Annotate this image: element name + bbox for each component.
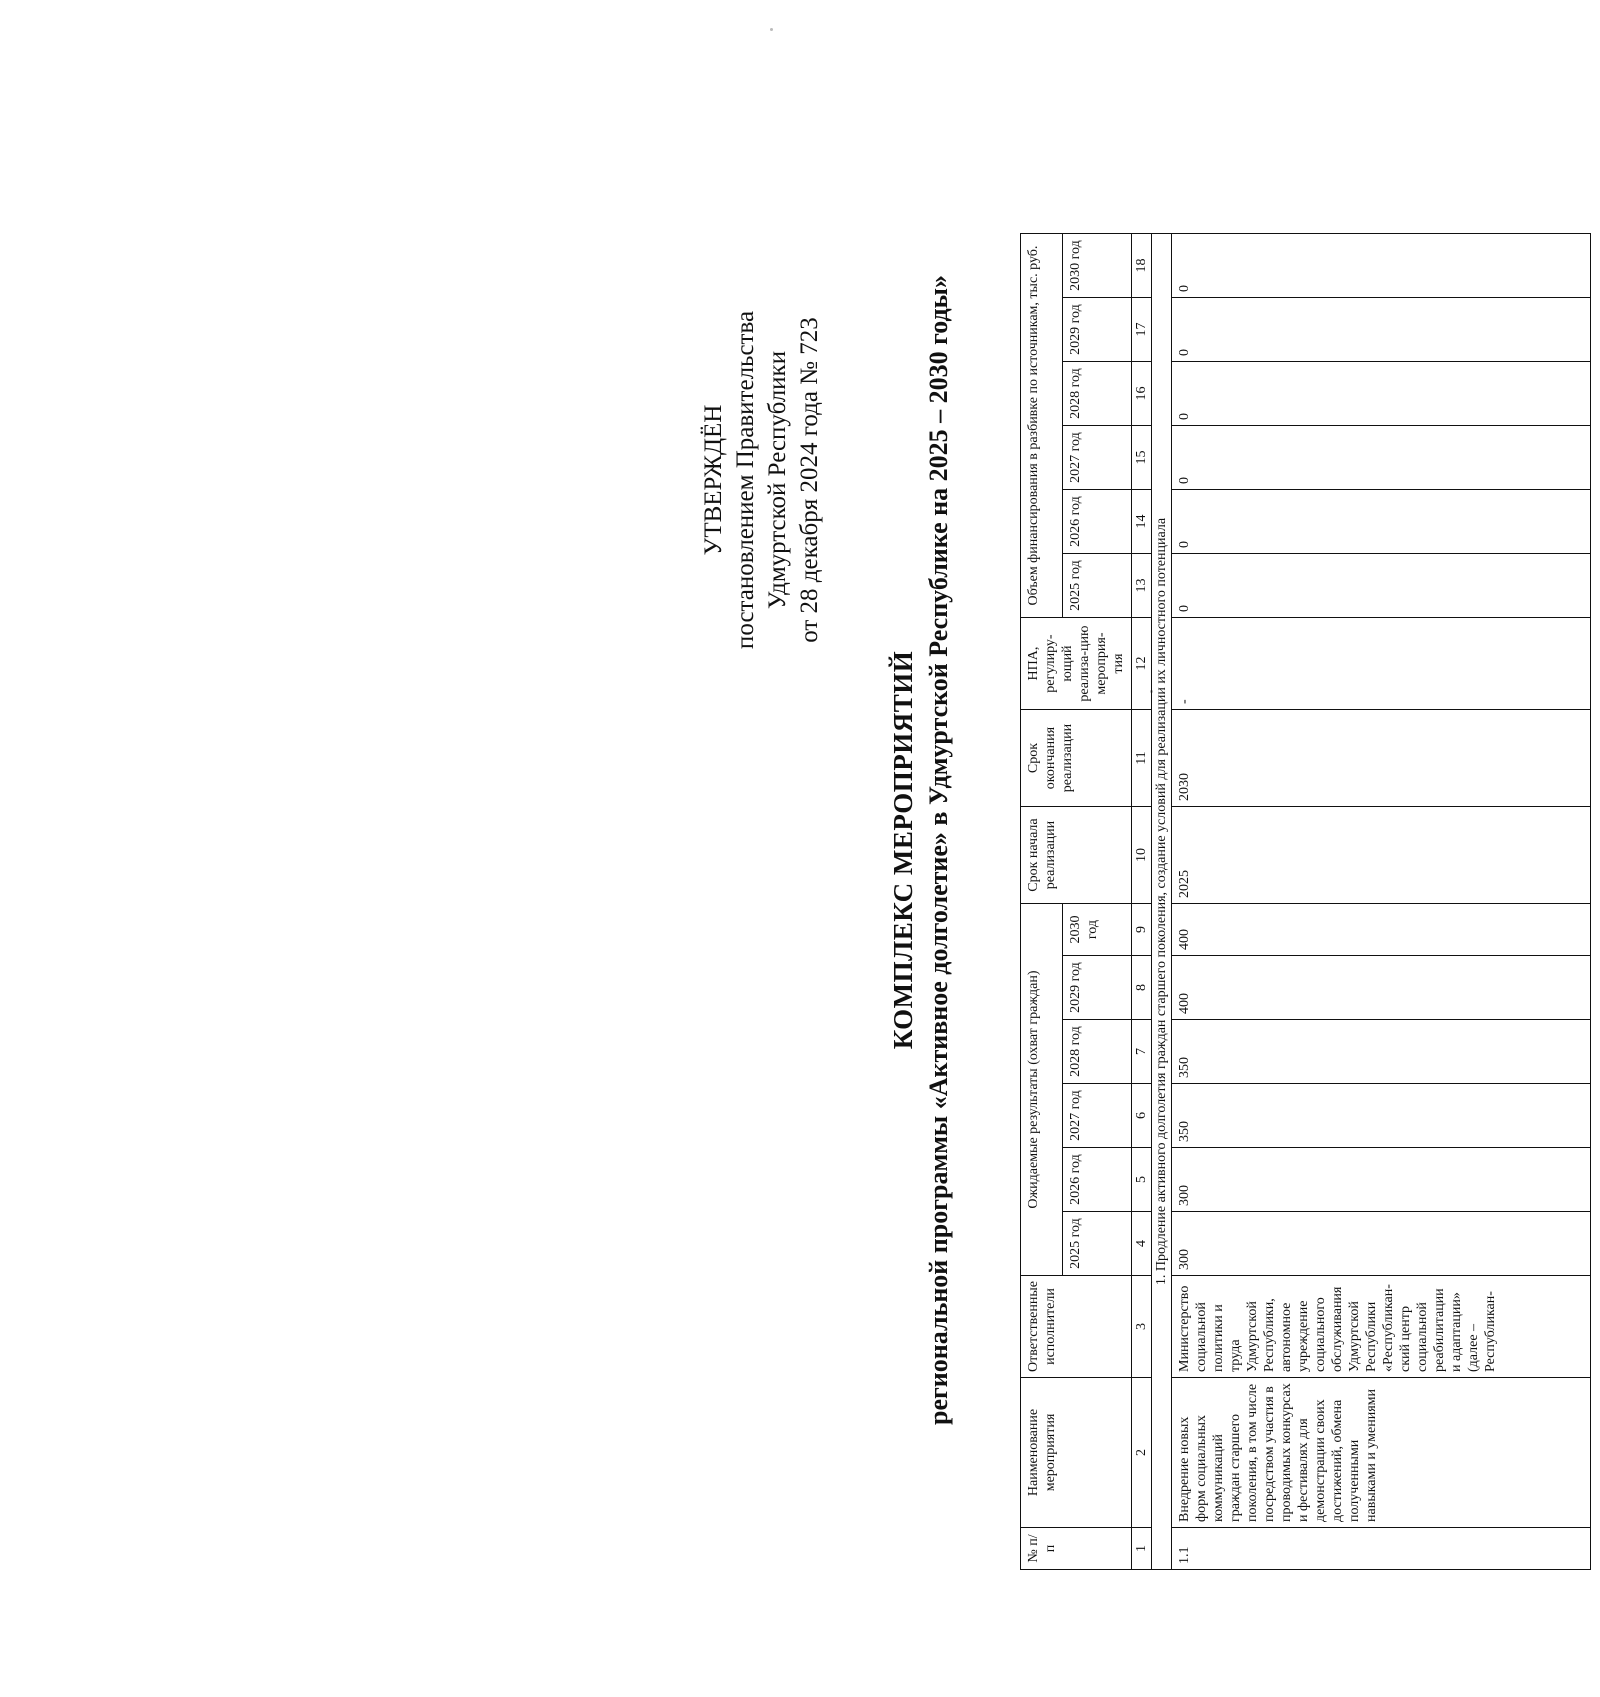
row-finance: 0 [1172, 554, 1591, 618]
header-result-year: 2025 год [1062, 1212, 1131, 1276]
column-number: 6 [1132, 1084, 1152, 1148]
header-finance-year: 2026 год [1062, 490, 1131, 554]
row-finance: 0 [1172, 234, 1591, 298]
row-result: 400 [1172, 956, 1591, 1020]
header-finance-year: 2025 год [1062, 554, 1131, 618]
row-finance: 0 [1172, 362, 1591, 426]
header-start: Срок начала реализации [1021, 807, 1132, 904]
section-title: 1. Продление активного долголетия граждан старшего поколения, создание условий для реализации их личностного потенциала [1152, 234, 1172, 1570]
header-executors: Ответственные исполнители [1021, 1276, 1132, 1378]
column-number: 4 [1132, 1212, 1152, 1276]
header-result-year: 2030 год [1062, 904, 1131, 956]
approval-line-4: от 28 декабря 2024 года № 723 [796, 317, 823, 643]
approval-line-2: постановлением Правительства [732, 310, 759, 650]
scan-speck [770, 28, 773, 31]
row-executors: Министерство социальной политики и труда Удмуртской Республики, автономное учреждение социального обслуживания Удмуртской Республики «Республикан-ский центр социальной реабилитации и адаптации» (далее – Республикан- [1172, 1276, 1591, 1378]
column-number: 14 [1132, 490, 1152, 554]
header-result-year: 2028 год [1062, 1020, 1131, 1084]
row-result: 350 [1172, 1084, 1591, 1148]
section-row [1152, 234, 1172, 1570]
approval-line-3: Удмуртской Республики [764, 350, 791, 610]
row-start: 2025 [1172, 807, 1591, 904]
row-result: 350 [1172, 1020, 1591, 1084]
measures-table [1020, 233, 1591, 1570]
column-number: 16 [1132, 362, 1152, 426]
approval-line-1: УТВЕРЖДЁН [700, 404, 727, 556]
row-name: Внедрение новых форм социальных коммуникаций граждан старшего поколения, в том числе посредством участия в проводимых конкурсах и фестивалях для демонстрации своих достижений, обмена полученными навыками и умениями [1172, 1378, 1591, 1528]
header-result-year: 2029 год [1062, 956, 1131, 1020]
column-number: 10 [1132, 807, 1152, 904]
table-row [1172, 234, 1591, 1570]
column-number: 18 [1132, 234, 1152, 298]
row-result: 300 [1172, 1148, 1591, 1212]
row-result: 300 [1172, 1212, 1591, 1276]
header-finance-year: 2028 год [1062, 362, 1131, 426]
row-end: 2030 [1172, 710, 1591, 807]
header-end: Срок окончания реализации [1021, 710, 1132, 807]
row-finance: 0 [1172, 490, 1591, 554]
column-number: 15 [1132, 426, 1152, 490]
document-title: КОМПЛЕКС МЕРОПРИЯТИЙ [888, 650, 918, 1050]
approval-block [698, 220, 826, 740]
column-number: 9 [1132, 904, 1152, 956]
header-results-group: Ожидаемые результаты (охват граждан) [1021, 904, 1063, 1276]
row-num: 1.1 [1172, 1528, 1591, 1570]
column-number-row [1132, 234, 1152, 1570]
document-subtitle: региональной программы «Активное долголетие» в Удмуртской Республике на 2025 – 2030 годы» [924, 275, 953, 1425]
row-npa: - [1172, 618, 1591, 710]
header-finance-group: Объем финансирования в разбивке по источникам, тыс. руб. [1021, 234, 1063, 618]
column-number: 1 [1132, 1528, 1152, 1570]
column-number: 2 [1132, 1378, 1152, 1528]
column-number: 8 [1132, 956, 1152, 1020]
rotated-page [500, 80, 1600, 1620]
header-finance-year: 2030 год [1062, 234, 1131, 298]
header-num: № п/п [1021, 1528, 1132, 1570]
header-result-year: 2027 год [1062, 1084, 1131, 1148]
column-number: 17 [1132, 298, 1152, 362]
column-number: 12 [1132, 618, 1152, 710]
header-npa: НПА, регулиру-ющий реализа-цию мероприя-тия [1021, 618, 1132, 710]
row-finance: 0 [1172, 426, 1591, 490]
column-number: 11 [1132, 710, 1152, 807]
header-name: Наименование мероприятия [1021, 1378, 1132, 1528]
column-number: 13 [1132, 554, 1152, 618]
header-finance-year: 2027 год [1062, 426, 1131, 490]
column-number: 3 [1132, 1276, 1152, 1378]
column-number: 5 [1132, 1148, 1152, 1212]
row-result: 400 [1172, 904, 1591, 956]
header-finance-year: 2029 год [1062, 298, 1131, 362]
header-result-year: 2026 год [1062, 1148, 1131, 1212]
document-title-block [885, 120, 957, 1580]
row-finance: 0 [1172, 298, 1591, 362]
column-number: 7 [1132, 1020, 1152, 1084]
